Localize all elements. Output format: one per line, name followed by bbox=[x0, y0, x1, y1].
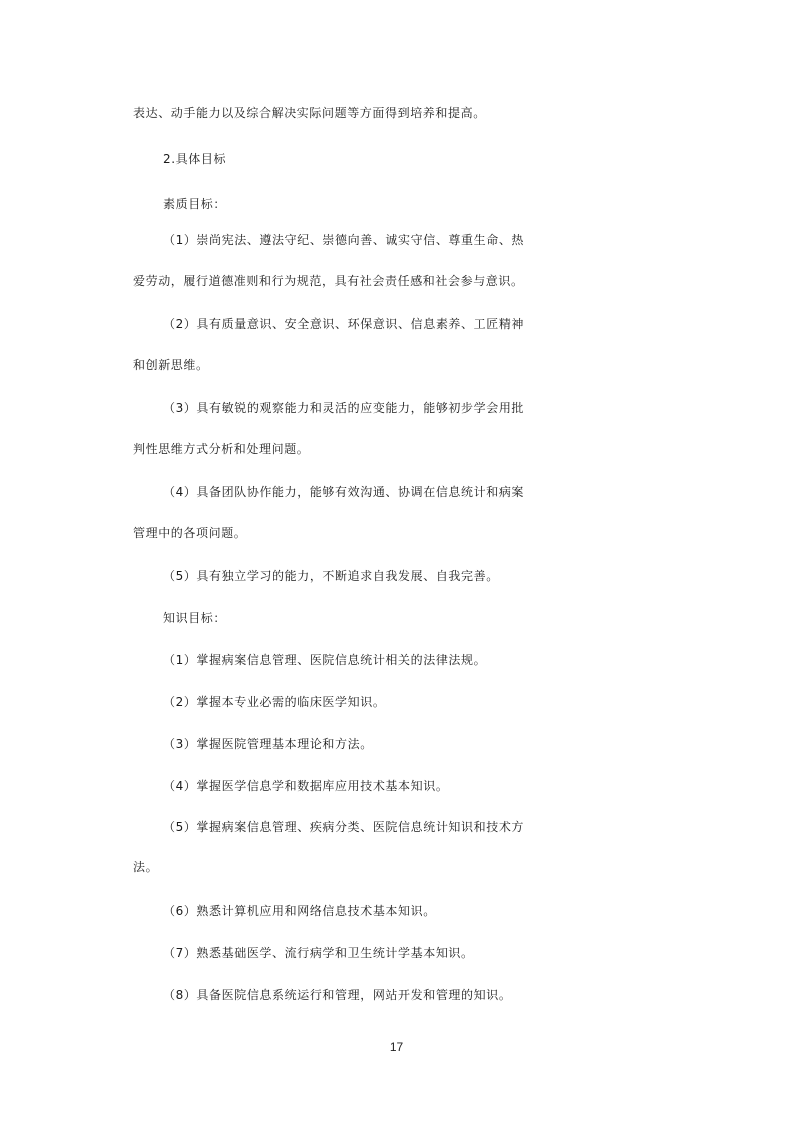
quality-goal-1-line-1: （1）崇尚宪法、遵法守纪、崇德向善、诚实守信、尊重生命、热 bbox=[163, 233, 525, 247]
knowledge-goal-8: （8）具备医院信息系统运行和管理，网站开发和管理的知识。 bbox=[163, 988, 512, 1002]
knowledge-goal-6: （6）熟悉计算机应用和网络信息技术基本知识。 bbox=[163, 904, 436, 918]
knowledge-goal-2: （2）掌握本专业必需的临床医学知识。 bbox=[163, 695, 386, 709]
subheading-knowledge-goals: 知识目标： bbox=[163, 611, 227, 625]
knowledge-goal-7: （7）熟悉基础医学、流行病学和卫生统计学基本知识。 bbox=[163, 946, 474, 960]
quality-goal-5: （5）具有独立学习的能力，不断追求自我发展、自我完善。 bbox=[163, 569, 499, 583]
paragraph-line-continuation: 表达、动手能力以及综合解决实际问题等方面得到培养和提高。 bbox=[133, 106, 486, 120]
quality-goal-4-line-1: （4）具备团队协作能力，能够有效沟通、协调在信息统计和病案 bbox=[163, 485, 525, 499]
subheading-quality-goals: 素质目标： bbox=[163, 197, 227, 211]
page-number: 17 bbox=[389, 1040, 404, 1054]
quality-goal-2-line-1: （2）具有质量意识、安全意识、环保意识、信息素养、工匠精神 bbox=[163, 317, 525, 331]
knowledge-goal-4: （4）掌握医学信息学和数据库应用技术基本知识。 bbox=[163, 779, 449, 793]
knowledge-goal-5-line-2: 法。 bbox=[133, 860, 159, 874]
section-heading-specific-goals: 2.具体目标 bbox=[163, 152, 227, 166]
quality-goal-3-line-2: 判性思维方式分析和处理问题。 bbox=[133, 442, 310, 456]
quality-goal-1-line-2: 爱劳动，履行道德准则和行为规范，具有社会责任感和社会参与意识。 bbox=[133, 274, 524, 288]
quality-goal-3-line-1: （3）具有敏锐的观察能力和灵活的应变能力，能够初步学会用批 bbox=[163, 401, 525, 415]
quality-goal-2-line-2: 和创新思维。 bbox=[133, 358, 209, 372]
knowledge-goal-5-line-1: （5）掌握病案信息管理、疾病分类、医院信息统计知识和技术方 bbox=[163, 820, 525, 834]
knowledge-goal-1: （1）掌握病案信息管理、医院信息统计相关的法律法规。 bbox=[163, 653, 487, 667]
quality-goal-4-line-2: 管理中的各项问题。 bbox=[133, 526, 247, 540]
knowledge-goal-3: （3）掌握医院管理基本理论和方法。 bbox=[163, 737, 373, 751]
